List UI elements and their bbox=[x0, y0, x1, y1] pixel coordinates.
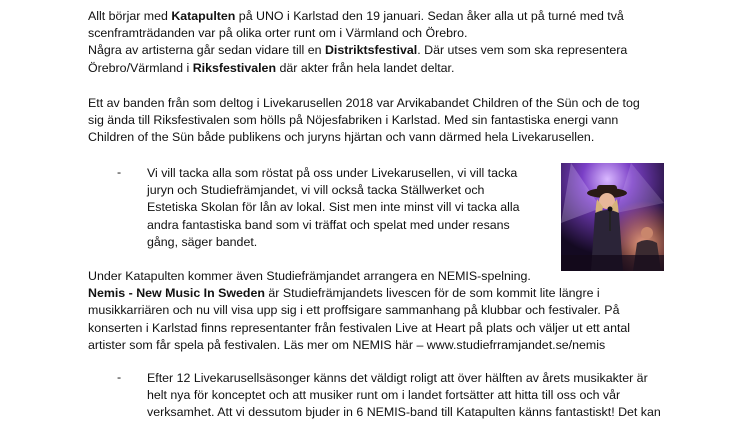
document-page: Allt börjar med Katapulten på UNO i Karlstad den 19 januari. Sedan åker alla ut på turné med två scenframträdanden var på olika orter runt om i Värmland och Örebro. Några av artisterna går sedan vidare till en Distriktsfestival. Där utses vem som ska representera Örebro/Värmland i Riksfestivalen där akter från hela landet deltar. Ett av banden från som deltog i Livekarusellen 2018 var Arvikabandet Children of the Sün och de tog sig ända till Riksfestivalen som hölls på Nöjesfabriken i Karlstad. Med sin fantastiska energi vann Children of the Sün både publikens och juryns hjärtan och vann därmed hela Livekarusellen. - Vi vill tacka alla som röstat på oss under Livekarusellen, vi vill tacka juryn och Studiefrämjandet, vi vill också tacka Ställwerket och Estetiska Skolan för lån av lokal. Sist men inte minst vill vi tacka alla andra fantastiska band som vi träffat och spelat med under resans gång, säger bandet. Under Katapulten kommer även Studiefrämjandet arrangera en NEMIS-spelning. Nemis - New Music In Sweden är Studiefrämjandets livescen för de som kommit lite längre i musikkarriären och nu vill visa upp sig i ett proffsigare sammanhang på klubbar och festivaler. På konserten i Karlstad finns representanter från festivalen Live at Heart på plats och väljer ut ett antal artister som får spela på festivalen. Läs mer om NEMIS här – www.studiefrramjandet.se/nemis - Efter 12 Livekarusellsäsonger känns det väldigt roligt att över hälften av årets musikakter är helt nya för konceptet och att musiker runt om i landet fortsätter att hitta till oss och vår verksamhet. Att vi dessutom bjuder in 6 NEMIS-band till Katapulten känns fantastiskt! Det kan bbox=[0, 0, 746, 419]
riksfestivalen-bold: Riksfestivalen bbox=[192, 60, 277, 75]
nemis-bold: Nemis - New Music In Sweden bbox=[88, 286, 265, 301]
intro-paragraph: Allt börjar med Katapulten på UNO i Karlstad den 19 januari. Sedan åker alla ut på turné med två scenframträdanden var på olika orter runt om i Värmland och Örebro. Några av artisterna går sedan vidare till en Distriktsfestival. Där utses vem som ska representera Örebro/Värmland i Riksfestivalen där akter från hela landet deltar. bbox=[88, 9, 628, 75]
distriktsfestival-bold: Distriktsfestival bbox=[324, 43, 418, 58]
nemis-link-line: artister som får spela på festivalen. Läs mer om NEMIS här – www.studiefrramjandet.se/nemis bbox=[88, 337, 606, 352]
quote-dash: - bbox=[117, 165, 122, 179]
children-of-the-sun-paragraph: Ett av banden från som deltog i Livekarusellen 2018 var Arvikabandet Children of the Sün och de tog sig ända till Riksfestivalen som hölls på Nöjesfabriken i Karlstad. Med sin fantastiska energi vann Children of the Sün både publikens och juryns hjärtan och vann därmed hela Livekarusellen. bbox=[88, 96, 640, 145]
quote-dash: - bbox=[117, 370, 122, 384]
nemis-paragraph: Under Katapulten kommer även Studiefrämjandet arrangera en NEMIS-spelning. Nemis - New Music In Sweden är Studiefrämjandets livescen för de som kommit lite längre i musikkarriären och nu vill visa upp sig i ett proffsigare sammanhang på klubbar och festivaler. På konserten i Karlstad finns representanter från festivalen Live at Heart på plats och väljer ut ett antal artister som får spela på festivalen. Läs mer om NEMIS här – www.studiefrramjandet.se/nemis bbox=[88, 268, 630, 354]
band-concert-photo bbox=[561, 163, 664, 271]
katapulten-bold: Katapulten bbox=[171, 9, 236, 23]
